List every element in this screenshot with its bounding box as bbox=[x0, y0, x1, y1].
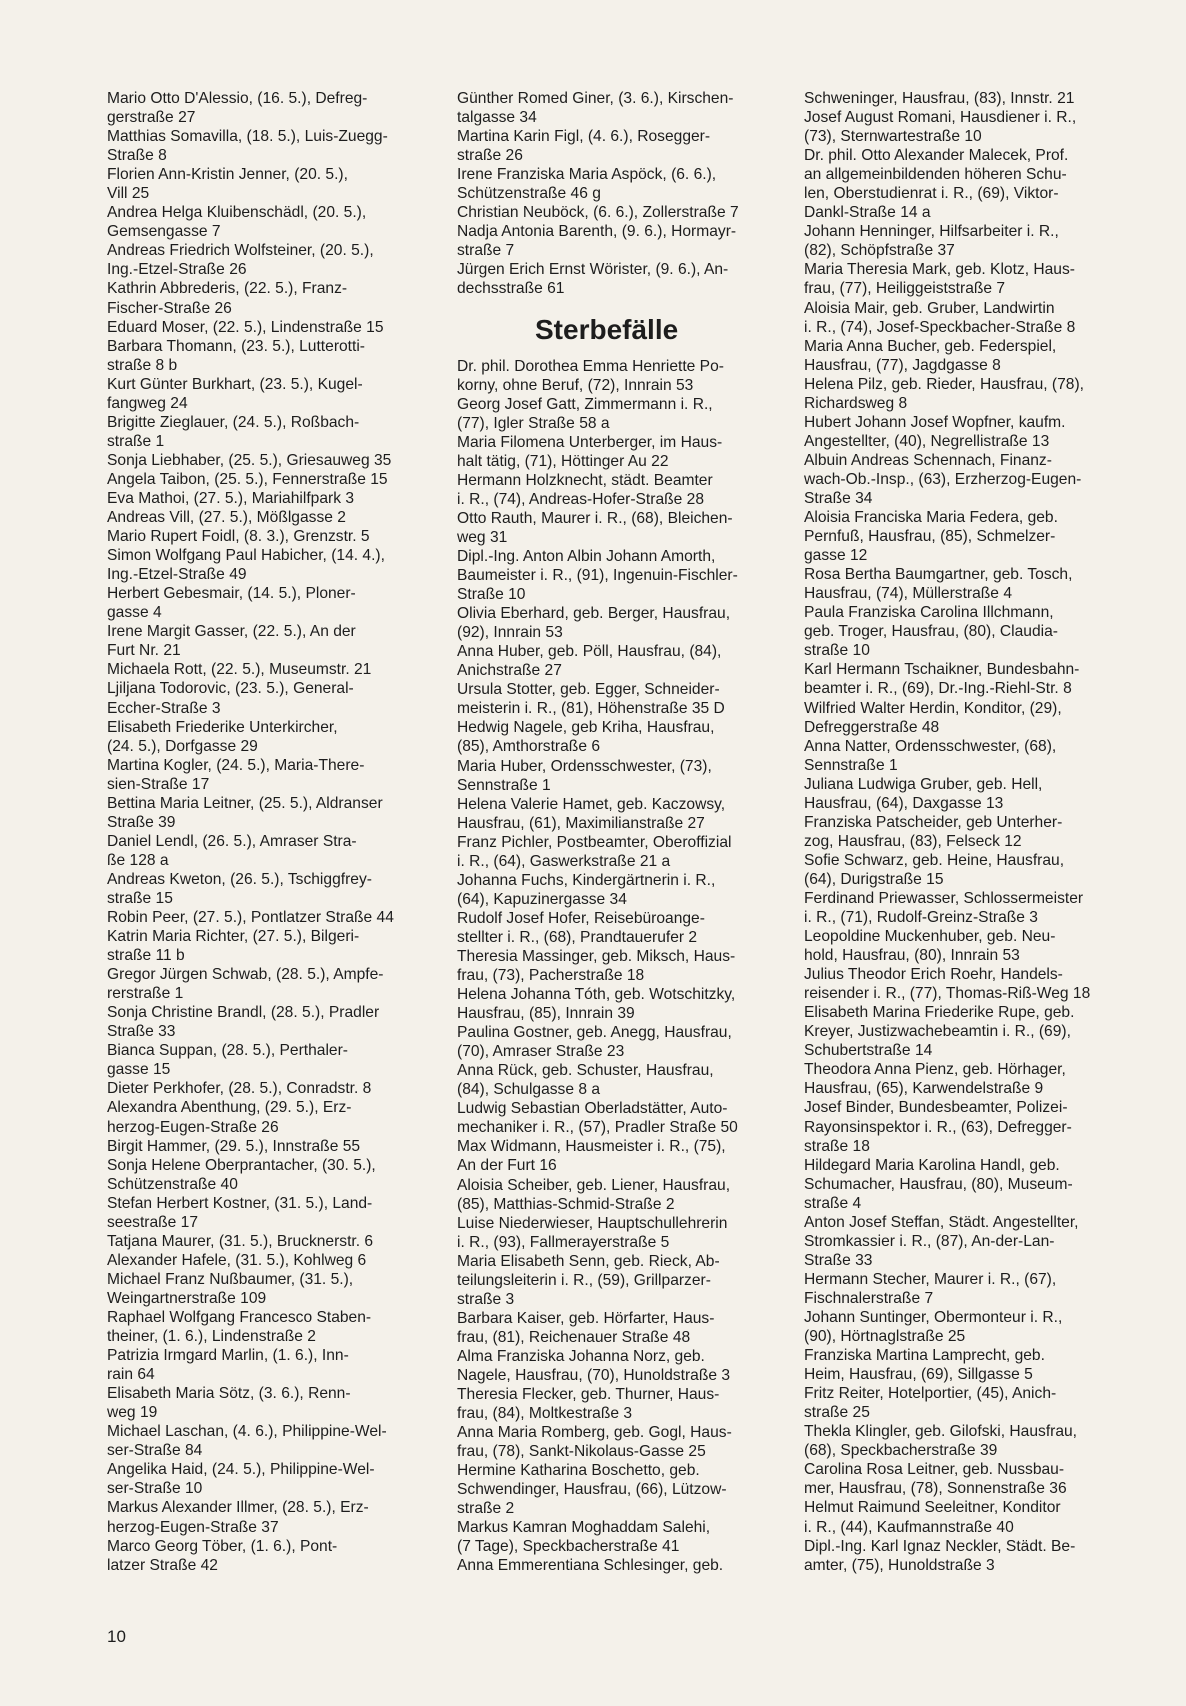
list-item: Maria Huber, Ordensschwester, (73), Sennstraße 1 bbox=[457, 757, 712, 794]
list-item: Franziska Martina Lamprecht, geb. Heim, Hausfrau, (69), Sillgasse 5 bbox=[804, 1347, 1045, 1384]
list-item: Anna Emmerentiana Schlesinger, geb. bbox=[457, 1557, 724, 1575]
page-number: 10 bbox=[107, 1627, 126, 1646]
list-item: Eva Mathoi, (27. 5.), Mariahilfpark 3 bbox=[107, 489, 355, 507]
list-item: Kurt Günter Burkhart, (23. 5.), Kugel- fangweg 24 bbox=[107, 375, 363, 412]
list-item: Otto Rauth, Maurer i. R., (68), Bleichen- weg 31 bbox=[457, 509, 733, 546]
list-item: Barbara Kaiser, geb. Hörfarter, Haus- frau, (81), Reichenauer Straße 48 bbox=[457, 1309, 715, 1346]
list-item: Herbert Gebesmair, (14. 5.), Ploner- gasse 4 bbox=[107, 585, 356, 622]
list-item: Max Widmann, Hausmeister i. R., (75), An der Furt 16 bbox=[457, 1138, 726, 1175]
list-item: Nadja Antonia Barenth, (9. 6.), Hormayr- straße 7 bbox=[457, 223, 737, 260]
list-item: Ludwig Sebastian Oberladstätter, Auto- mechaniker i. R., (57), Pradler Straße 50 bbox=[457, 1100, 738, 1137]
list-item: Aloisia Franciska Maria Federa, geb. Pernfuß, Hausfrau, (85), Schmelzer- gasse 12 bbox=[804, 509, 1058, 565]
list-item: Elisabeth Maria Sötz, (3. 6.), Renn- weg 19 bbox=[107, 1385, 351, 1422]
list-item: Alexandra Abenthung, (29. 5.), Erz- herzog-Eugen-Straße 26 bbox=[107, 1099, 352, 1136]
list-item: Johanna Fuchs, Kindergärtnerin i. R., (64), Kapuzinergasse 34 bbox=[457, 871, 716, 908]
list-item: Wilfried Walter Herdin, Konditor, (29), Defreggerstraße 48 bbox=[804, 699, 1062, 736]
list-item: Hermann Stecher, Maurer i. R., (67), Fischnalerstraße 7 bbox=[804, 1270, 1057, 1307]
list-item: Julius Theodor Erich Roehr, Handels- reisender i. R., (77), Thomas-Riß-Weg 18 bbox=[804, 966, 1091, 1003]
list-item: Theodora Anna Pienz, geb. Hörhager, Hausfrau, (65), Karwendelstraße 9 bbox=[804, 1061, 1066, 1098]
births-continued bbox=[457, 89, 787, 299]
list-item: Florien Ann-Kristin Jenner, (20. 5.), Vill 25 bbox=[107, 166, 348, 203]
list-item: Markus Alexander Illmer, (28. 5.), Erz- herzog-Eugen-Straße 37 bbox=[107, 1499, 369, 1536]
list-item: Günther Romed Giner, (3. 6.), Kirschen- talgasse 34 bbox=[457, 90, 734, 127]
deaths-column-continued bbox=[804, 89, 1134, 1575]
list-item: Eduard Moser, (22. 5.), Lindenstraße 15 bbox=[107, 318, 384, 336]
list-item: Sonja Christine Brandl, (28. 5.), Pradler Straße 33 bbox=[107, 1004, 380, 1041]
list-item: Angelika Haid, (24. 5.), Philippine-Wel- ser-Straße 10 bbox=[107, 1461, 375, 1498]
list-item: Theresia Flecker, geb. Thurner, Haus- frau, (84), Moltkestraße 3 bbox=[457, 1386, 720, 1423]
list-item: Jürgen Erich Ernst Wörister, (9. 6.), An- dechsstraße 61 bbox=[457, 261, 729, 298]
list-item: Markus Kamran Moghaddam Salehi, (7 Tage), Speckbacherstraße 41 bbox=[457, 1519, 711, 1556]
list-item: Sofie Schwarz, geb. Heine, Hausfrau, (64), Durigstraße 15 bbox=[804, 851, 1065, 888]
list-item: Gregor Jürgen Schwab, (28. 5.), Ampfe- rerstraße 1 bbox=[107, 966, 384, 1003]
list-item: Rudolf Josef Hofer, Reisebüroange- stellter i. R., (68), Prandtauerufer 2 bbox=[457, 909, 705, 946]
list-item: Michael Franz Nußbaumer, (31. 5.), Weingartnerstraße 109 bbox=[107, 1270, 354, 1307]
list-item: Ferdinand Priewasser, Schlossermeister i. R., (71), Rudolf-Greinz-Straße 3 bbox=[804, 889, 1084, 927]
deaths-heading: Sterbefälle bbox=[535, 313, 679, 345]
list-item: Angela Taibon, (25. 5.), Fennerstraße 15 bbox=[107, 470, 388, 488]
list-item: Matthias Somavilla, (18. 5.), Luis-Zuegg- Straße 8 bbox=[107, 128, 388, 165]
list-item: Albuin Andreas Schennach, Finanz- wach-Ob.-Insp., (63), Erzherzog-Eugen- Straße 34 bbox=[804, 451, 1082, 507]
list-item: Anton Josef Steffan, Städt. Angestellter, Stromkassier i. R., (87), An-der-Lan- Straße 33 bbox=[804, 1213, 1079, 1269]
list-item: Theresia Massinger, geb. Miksch, Haus- frau, (73), Pacherstraße 18 bbox=[457, 947, 736, 985]
list-item: Aloisia Scheiber, geb. Liener, Hausfrau, (85), Matthias-Schmid-Straße 2 bbox=[457, 1176, 731, 1213]
list-item: Robin Peer, (27. 5.), Pontlatzer Straße 44 bbox=[107, 909, 394, 927]
list-item: Luise Niederwieser, Hauptschullehrerin i. R., (93), Fallmerayerstraße 5 bbox=[457, 1214, 728, 1251]
list-item: Tatjana Maurer, (31. 5.), Brucknerstr. 6 bbox=[107, 1232, 374, 1250]
list-item: Hedwig Nagele, geb Kriha, Hausfrau, (85), Amthorstraße 6 bbox=[457, 719, 715, 756]
list-item: Maria Elisabeth Senn, geb. Rieck, Ab- teilungsleiterin i. R., (59), Grillparzer- straße 3 bbox=[457, 1252, 720, 1308]
list-item: Leopoldine Muckenhuber, geb. Neu- hold, Hausfrau, (80), Innrain 53 bbox=[804, 928, 1056, 965]
list-item: Anna Maria Romberg, geb. Gogl, Haus- frau, (78), Sankt-Nikolaus-Gasse 25 bbox=[457, 1424, 732, 1461]
list-item: Patrizia Irmgard Marlin, (1. 6.), Inn- rain 64 bbox=[107, 1347, 349, 1384]
list-item: Paulina Gostner, geb. Anegg, Hausfrau, (70), Amraser Straße 23 bbox=[457, 1024, 732, 1061]
list-item: Christian Neuböck, (6. 6.), Zollerstraße 7 bbox=[457, 204, 739, 222]
list-item: Ursula Stotter, geb. Egger, Schneider- meisterin i. R., (81), Höhenstraße 35 D bbox=[457, 681, 725, 718]
list-item: Birgit Hammer, (29. 5.), Innstraße 55 bbox=[107, 1137, 361, 1155]
list-item: Stefan Herbert Kostner, (31. 5.), Land- seestraße 17 bbox=[107, 1194, 373, 1231]
list-item: Franziska Patscheider, geb Unterher- zog, Hausfrau, (83), Felseck 12 bbox=[804, 813, 1063, 850]
list-item: Katrin Maria Richter, (27. 5.), Bilgeri- straße 11 b bbox=[107, 928, 360, 965]
list-item: Irene Margit Gasser, (22. 5.), An der Furt Nr. 21 bbox=[107, 623, 356, 660]
list-item: Irene Franziska Maria Aspöck, (6. 6.), Schützenstraße 46 g bbox=[457, 166, 717, 203]
list-item: Dieter Perkhofer, (28. 5.), Conradstr. 8 bbox=[107, 1080, 372, 1098]
list-item: Franz Pichler, Postbeamter, Oberoffizial i. R., (64), Gaswerkstraße 21 a bbox=[457, 833, 732, 870]
list-item: Dr. phil. Otto Alexander Malecek, Prof. an allgemeinbildenden höheren Schu- len, Oberstudienrat i. R., (69), Viktor- Dankl-Straße 14 a bbox=[804, 147, 1069, 222]
list-item: Georg Josef Gatt, Zimmermann i. R., (77), Igler Straße 58 a bbox=[457, 395, 713, 432]
list-item: Schweninger, Hausfrau, (83), Innstr. 21 bbox=[804, 90, 1075, 107]
list-item: Hildegard Maria Karolina Handl, geb. Schumacher, Hausfrau, (80), Museum- straße 4 bbox=[804, 1156, 1073, 1212]
list-item: Michael Laschan, (4. 6.), Philippine-Wel- ser-Straße 84 bbox=[107, 1423, 387, 1460]
middle-column bbox=[457, 89, 787, 1576]
list-item: Hubert Johann Josef Wopfner, kaufm. Angestellter, (40), Negrellistraße 13 bbox=[804, 413, 1066, 450]
list-item: Andreas Friedrich Wolfsteiner, (20. 5.), Ing.-Etzel-Straße 26 bbox=[107, 242, 374, 279]
list-item: Hermine Katharina Boschetto, geb. Schwendinger, Hausfrau, (66), Lützow- straße 2 bbox=[457, 1462, 727, 1518]
list-item: Michaela Rott, (22. 5.), Museumstr. 21 bbox=[107, 661, 372, 679]
list-item: Helena Johanna Tóth, geb. Wotschitzky, Hausfrau, (85), Innrain 39 bbox=[457, 986, 736, 1023]
list-item: Dr. phil. Dorothea Emma Henriette Po- korny, ohne Beruf, (72), Innrain 53 bbox=[457, 357, 724, 394]
list-item: Kathrin Abbrederis, (22. 5.), Franz- Fischer-Straße 26 bbox=[107, 280, 348, 317]
list-item: Bettina Maria Leitner, (25. 5.), Aldranser Straße 39 bbox=[107, 794, 383, 831]
list-item: Helena Pilz, geb. Rieder, Hausfrau, (78), Richardsweg 8 bbox=[804, 375, 1084, 412]
list-item: Thekla Klingler, geb. Gilofski, Hausfrau, (68), Speckbacherstraße 39 bbox=[804, 1423, 1078, 1460]
list-item: Raphael Wolfgang Francesco Staben- theiner, (1. 6.), Lindenstraße 2 bbox=[107, 1309, 372, 1346]
births-column bbox=[107, 89, 437, 1575]
list-item: Elisabeth Marina Friederike Rupe, geb. Kreyer, Justizwachebeamtin i. R., (69), Schubertstraße 14 bbox=[804, 1004, 1075, 1060]
list-item: Dipl.-Ing. Anton Albin Johann Amorth, Baumeister i. R., (91), Ingenuin-Fischler- Straße 10 bbox=[457, 547, 738, 604]
list-item: Karl Hermann Tschaikner, Bundesbahn- beamter i. R., (69), Dr.-Ing.-Riehl-Str. 8 bbox=[804, 661, 1080, 698]
list-item: Alexander Hafele, (31. 5.), Kohlweg 6 bbox=[107, 1251, 367, 1269]
list-item: Anna Huber, geb. Pöll, Hausfrau, (84), Anichstraße 27 bbox=[457, 643, 722, 680]
list-item: Johann Suntinger, Obermonteur i. R., (90), Hörtnaglstraße 25 bbox=[804, 1309, 1063, 1346]
list-item: Andreas Kweton, (26. 5.), Tschiggfrey- straße 15 bbox=[107, 870, 372, 907]
list-item: Alma Franziska Johanna Norz, geb. Nagele, Hausfrau, (70), Hunoldstraße 3 bbox=[457, 1347, 731, 1384]
list-item: Barbara Thomann, (23. 5.), Lutterotti- straße 8 b bbox=[107, 337, 366, 374]
list-item: Josef August Romani, Hausdiener i. R., (73), Sternwartestraße 10 bbox=[804, 109, 1077, 146]
list-item: Dipl.-Ing. Karl Ignaz Neckler, Städt. Be- amter, (75), Hunoldstraße 3 bbox=[804, 1537, 1076, 1574]
list-item: Aloisia Mair, geb. Gruber, Landwirtin i. R., (74), Josef-Speckbacher-Straße 8 bbox=[804, 299, 1076, 336]
list-item: Johann Henninger, Hilfsarbeiter i. R., (82), Schöpfstraße 37 bbox=[804, 223, 1059, 260]
list-item: Olivia Eberhard, geb. Berger, Hausfrau, (92), Innrain 53 bbox=[457, 605, 731, 642]
list-item: Helena Valerie Hamet, geb. Kaczowsy, Hausfrau, (61), Maximilianstraße 27 bbox=[457, 795, 726, 832]
list-item: Mario Rupert Foidl, (8. 3.), Grenzstr. 5 bbox=[107, 528, 370, 546]
list-item: Carolina Rosa Leitner, geb. Nussbau- mer, Hausfrau, (78), Sonnenstraße 36 bbox=[804, 1461, 1067, 1498]
list-item: Anna Natter, Ordensschwester, (68), Sennstraße 1 bbox=[804, 737, 1057, 774]
list-item: Maria Filomena Unterberger, im Haus- halt tätig, (71), Höttinger Au 22 bbox=[457, 433, 723, 470]
list-item: Sonja Liebhaber, (25. 5.), Griesauweg 35 bbox=[107, 451, 392, 469]
list-item: Andreas Vill, (27. 5.), Mößlgasse 2 bbox=[107, 509, 346, 527]
list-item: Maria Anna Bucher, geb. Federspiel, Hausfrau, (77), Jagdgasse 8 bbox=[804, 337, 1057, 374]
list-item: Rosa Bertha Baumgartner, geb. Tosch, Hausfrau, (74), Müllerstraße 4 bbox=[804, 566, 1073, 603]
list-item: Ljiljana Todorovic, (23. 5.), General- Eccher-Straße 3 bbox=[107, 680, 354, 717]
list-item: Juliana Ludwiga Gruber, geb. Hell, Hausfrau, (64), Daxgasse 13 bbox=[804, 775, 1043, 812]
list-item: Paula Franziska Carolina Illchmann, geb. Troger, Hausfrau, (80), Claudia- straße 10 bbox=[804, 604, 1058, 660]
list-item: Bianca Suppan, (28. 5.), Perthaler- gasse 15 bbox=[107, 1042, 348, 1079]
list-item: Sonja Helene Oberprantacher, (30. 5.), Schützenstraße 40 bbox=[107, 1156, 376, 1193]
deaths-list bbox=[457, 357, 787, 1576]
list-item: Martina Karin Figl, (4. 6.), Rosegger- straße 26 bbox=[457, 128, 711, 165]
list-item: Daniel Lendl, (26. 5.), Amraser Stra- ße 128 a bbox=[107, 832, 357, 869]
list-item: Mario Otto D'Alessio, (16. 5.), Defreg- gerstraße 27 bbox=[107, 90, 368, 127]
list-item: Andrea Helga Kluibenschädl, (20. 5.), Gemsengasse 7 bbox=[107, 204, 367, 241]
list-item: Maria Theresia Mark, geb. Klotz, Haus- frau, (77), Heiliggeiststraße 7 bbox=[804, 261, 1075, 298]
list-item: Marco Georg Töber, (1. 6.), Pont- latzer Straße 42 bbox=[107, 1537, 338, 1574]
list-item: Anna Rück, geb. Schuster, Hausfrau, (84), Schulgasse 8 a bbox=[457, 1062, 714, 1099]
list-item: Brigitte Zieglauer, (24. 5.), Roßbach- straße 1 bbox=[107, 413, 360, 450]
list-item: Josef Binder, Bundesbeamter, Polizei- Rayonsinspektor i. R., (63), Defregger- straße 18 bbox=[804, 1099, 1072, 1155]
list-item: Hermann Holzknecht, städt. Beamter i. R., (74), Andreas-Hofer-Straße 28 bbox=[457, 471, 713, 508]
list-item: Simon Wolfgang Paul Habicher, (14. 4.), Ing.-Etzel-Straße 49 bbox=[107, 547, 385, 584]
list-item: Martina Kogler, (24. 5.), Maria-There- sien-Straße 17 bbox=[107, 756, 365, 793]
list-item: Elisabeth Friederike Unterkircher, (24. 5.), Dorfgasse 29 bbox=[107, 718, 338, 755]
list-item: Fritz Reiter, Hotelportier, (45), Anich- straße 25 bbox=[804, 1385, 1057, 1422]
list-item: Helmut Raimund Seeleitner, Konditor i. R., (44), Kaufmannstraße 40 bbox=[804, 1499, 1061, 1536]
